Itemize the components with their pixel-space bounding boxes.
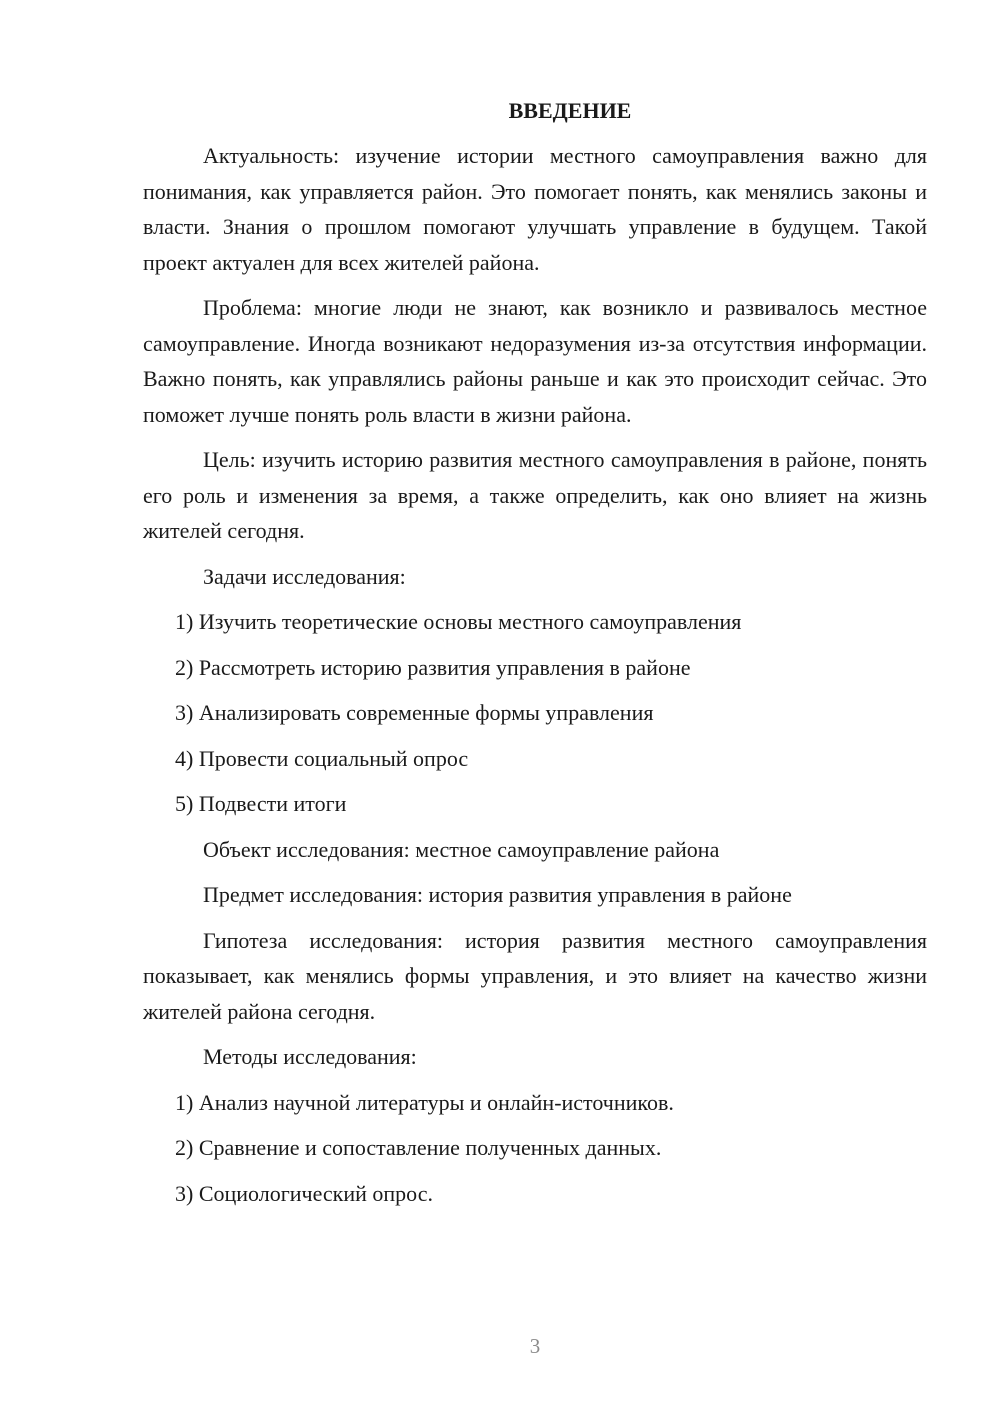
task-item: 4) Провести социальный опрос [175, 745, 469, 771]
goal-paragraph: Цель: изучить историю развития местного самоуправления в районе, понять его роль и изменения за время, а также определить, как оно влияет на жизнь жителей сегодня. [143, 447, 927, 543]
method-item: 3) Социологический опрос. [175, 1180, 433, 1206]
task-item: 5) Подвести итоги [175, 791, 347, 816]
research-object: Объект исследования: местное самоуправление района [203, 836, 720, 862]
tasks-list [143, 604, 927, 822]
method-item: 1) Анализ научной литературы и онлайн-источников. [175, 1089, 674, 1115]
task-item: 1) Изучить теоретические основы местного самоуправления [175, 609, 742, 634]
section-title: ВВЕДЕНИЕ [508, 98, 632, 123]
method-item: 2) Сравнение и сопоставление полученных данных. [175, 1135, 662, 1160]
page-number: 3 [529, 1334, 541, 1358]
tasks-heading: Задачи исследования: [203, 563, 406, 589]
hypothesis-paragraph: Гипотеза исследования: история развития местного самоуправления показывает, как менялись формы управления, и это влияет на качество жизни жителей района сегодня. [143, 927, 927, 1024]
task-item: 2) Рассмотреть историю развития управления в районе [175, 654, 691, 680]
relevance-paragraph: Актуальность: изучение истории местного самоуправления важно для понимания, как управляется район. Это помогает понять, как менялись законы и власти. Знания о прошлом помогают улучшать управление в будущем. Такой проект актуален для всех жителей района. [143, 143, 927, 275]
task-item: 3) Анализировать современные формы управления [175, 700, 654, 725]
methods-list [143, 1085, 927, 1212]
page-content [143, 93, 927, 1221]
problem-paragraph: Проблема: многие люди не знают, как возникло и развивалось местное самоуправление. Иногда возникают недоразумения из-за отсутствия информации. Важно понять, как управлялись районы раньше и как это происходит сейчас. Это поможет лучше понять роль власти в жизни района. [143, 295, 927, 427]
research-subject: Предмет исследования: история развития управления в районе [203, 882, 792, 907]
methods-heading: Методы исследования: [203, 1044, 417, 1069]
